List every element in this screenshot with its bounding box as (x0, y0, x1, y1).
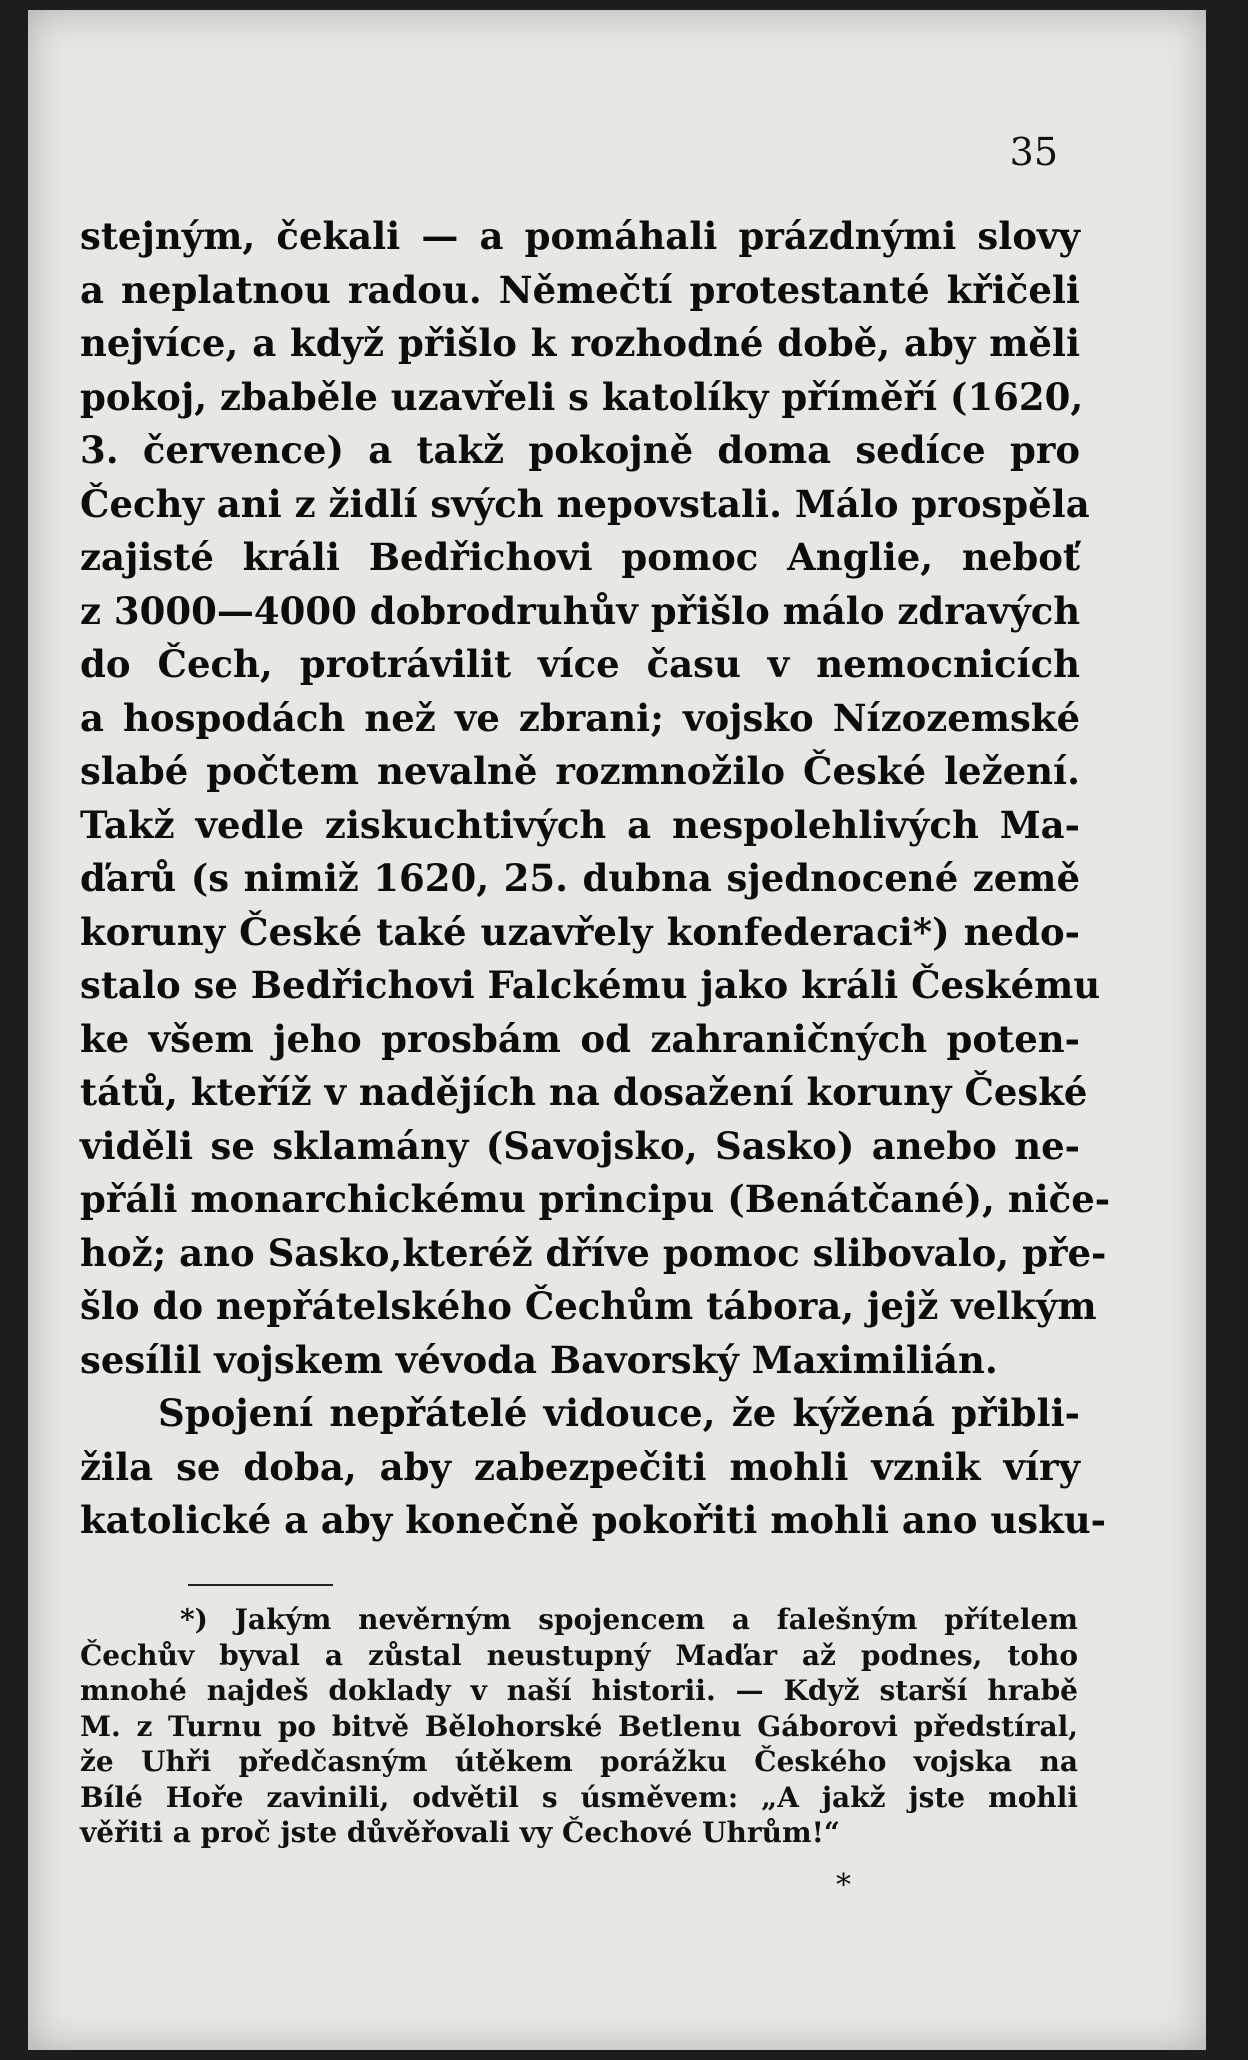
text-line: z 3000—4000 dobrodruhův přišlo málo zdravých (80, 588, 1081, 633)
footnote-separator (188, 1584, 333, 1586)
text-line: ke všem jeho prosbám od zahraničných poten- (80, 1016, 1080, 1061)
page-number: 35 (1009, 130, 1058, 174)
signature-mark: * (836, 1868, 851, 1903)
text-line: stalo se Bedřichovi Falckému jako králi Českému (80, 963, 1101, 1007)
footnote-line: mnohé najdeš doklady v naší historii. — Když starší hrabě (80, 1674, 1078, 1707)
footnote-line: věřiti a proč jste důvěřovali vy Čechové Uhrům!“ (80, 1816, 840, 1849)
footnote-line: Čechův byval a zůstal neustupný Maďar až podnes, toho (80, 1638, 1078, 1672)
text-line: Spojení nepřátelé vidouce, že kýžená přibli- (158, 1391, 1080, 1435)
text-line: Čechy ani z židlí svých nepovstali. Málo prospěla (80, 481, 1090, 526)
text-line: pokoj, zbaběle uzavřeli s katolíky příměří (1620, (80, 374, 1084, 419)
text-line: a neplatnou radou. Němečtí protestanté křičeli (80, 267, 1080, 312)
text-line: přáli monarchickému principu (Benátčané), niče- (80, 1177, 1111, 1221)
text-line: koruny České také uzavřely konfederaci*) nedo- (80, 909, 1080, 954)
text-line: Takž vedle ziskuchtivých a nespolehlivých Ma- (80, 802, 1080, 847)
text-line: zajisté králi Bedřichovi pomoc Anglie, neboť (80, 535, 1080, 579)
text-line: ďarů (s nimiž 1620, 25. dubna sjednocené země (80, 856, 1080, 900)
text-line: stejným, čekali — a pomáhali prázdnými slovy (80, 214, 1080, 258)
text-line: sesílil vojskem vévoda Bavorský Maximilián. (80, 1337, 998, 1382)
main-text (80, 210, 1111, 1548)
footnote (80, 1602, 1078, 1851)
text-line: tátů, kteříž v nadějích na dosažení koruny České (80, 1070, 1088, 1114)
text-line: žila se doba, aby zabezpečiti mohli vznik víry (80, 1444, 1080, 1489)
footnote-line: *) Jakým nevěrným spojencem a falešným přítelem (180, 1603, 1078, 1636)
text-line: šlo do nepřátelského Čechům tábora, jejž velkým (80, 1284, 1097, 1328)
book-page (28, 10, 1206, 2050)
footnote-line: Bílé Hoře zavinili, odvětil s úsměvem: „A jakž jste mohli (80, 1780, 1078, 1814)
text-line: nejvíce, a když přišlo k rozhodné době, aby měli (80, 321, 1080, 365)
footnote-line: M. z Turnu po bitvě Bělohorské Betlenu Gáborovi předstíral, (80, 1709, 1078, 1743)
footnote-line: že Uhři předčasným útěkem porážku Českého vojska na (80, 1745, 1078, 1778)
text-line: slabé počtem nevalně rozmnožilo České ležení. (80, 749, 1080, 793)
text-line: do Čech, protrávilit více času v nemocnicích (80, 642, 1080, 686)
text-line: hož; ano Sasko,kteréž dříve pomoc slibovalo, pře- (80, 1230, 1107, 1275)
text-line: 3. července) a takž pokojně doma sedíce pro (80, 428, 1080, 472)
text-line: a hospodách než ve zbrani; vojsko Nízozemské (80, 695, 1080, 740)
text-line: viděli se sklamány (Savojsko, Sasko) anebo ne- (80, 1123, 1080, 1168)
text-line: katolické a aby konečně pokořiti mohli ano usku- (80, 1498, 1106, 1542)
